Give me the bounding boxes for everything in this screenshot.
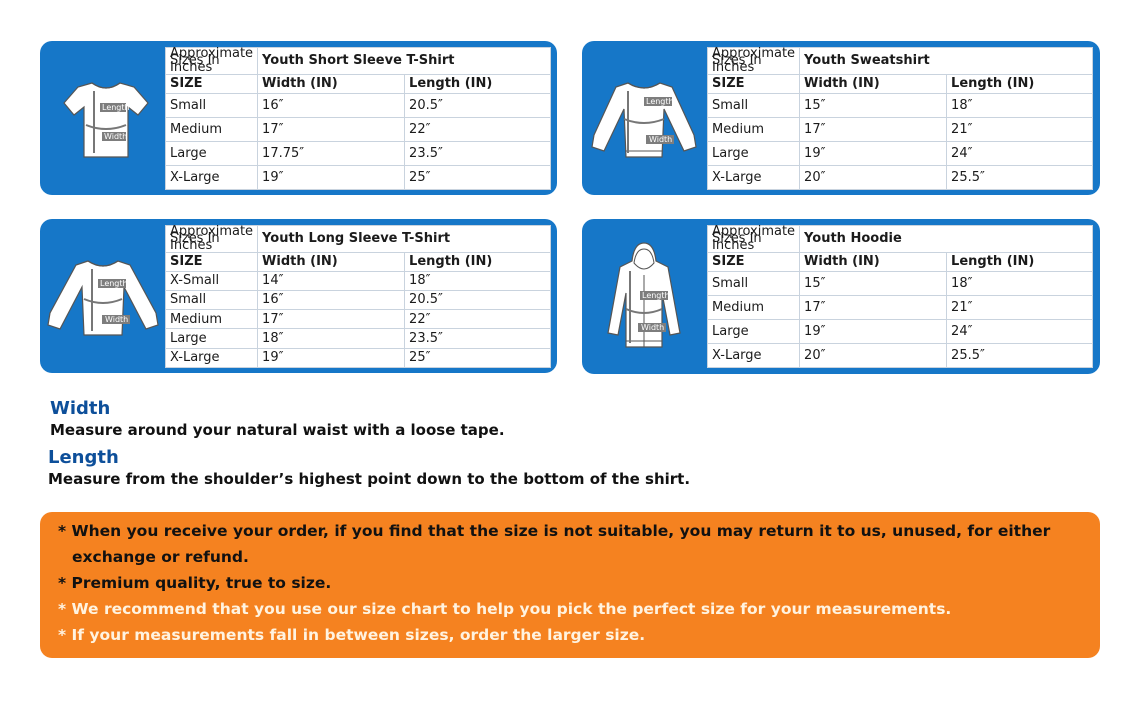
size-table-short-sleeve (165, 47, 551, 190)
table-row (166, 310, 550, 329)
size-table-sweatshirt (707, 47, 1093, 190)
width-tag: Width (105, 315, 129, 324)
table-title: Youth Sweatshirt (800, 48, 1092, 74)
table-row (708, 166, 1092, 189)
size-chart-card-hoodie (582, 219, 1100, 374)
length-cell: 23.5″ (405, 329, 550, 348)
short-sleeve-tshirt-icon (58, 77, 154, 167)
length-tag: Length (642, 291, 670, 300)
width-tag: Width (104, 132, 128, 141)
table-row (166, 290, 550, 309)
size-cell: Small (166, 93, 258, 117)
length-tag: Length (100, 279, 128, 288)
size-chart-card-long-sleeve (40, 219, 557, 373)
size-cell: Large (166, 141, 258, 165)
table-title: Youth Hoodie (800, 226, 1092, 252)
length-cell: 25.5″ (951, 348, 985, 364)
approx-sizes-label: Approximate Sizes In Inches (166, 48, 258, 74)
header-length: Length (IN) (947, 252, 1092, 271)
size-cell: X-Small (166, 271, 258, 290)
size-cell: Small (708, 271, 800, 295)
length-cell: 21″ (947, 295, 1092, 319)
table-row (708, 319, 1092, 343)
width-cell: 20″ (800, 344, 947, 367)
length-tag: Length (102, 103, 130, 112)
size-cell: X-Large (166, 348, 258, 367)
header-size: SIZE (708, 252, 800, 271)
size-cell: Large (708, 319, 800, 343)
size-cell: Medium (166, 310, 258, 329)
table-row (166, 329, 550, 348)
length-definition-title: Length (48, 447, 119, 468)
length-cell: 18″ (947, 93, 1092, 117)
table-row (708, 141, 1092, 165)
header-width: Width (IN) (258, 252, 405, 271)
table-row (166, 141, 550, 165)
approx-sizes-label: Approximate Sizes In Inches (166, 226, 258, 252)
width-cell: 19″ (800, 141, 947, 165)
hoodie-icon (604, 241, 684, 353)
sweatshirt-icon (588, 75, 700, 169)
width-cell: 18″ (258, 329, 405, 348)
length-cell: 24″ (947, 141, 1092, 165)
table-title: Youth Short Sleeve T-Shirt (258, 48, 550, 74)
size-chart-card-short-sleeve (40, 41, 557, 195)
header-width: Width (IN) (258, 74, 405, 93)
width-cell: 20″ (800, 166, 947, 189)
table-row (166, 166, 550, 189)
long-sleeve-tshirt-icon (46, 255, 160, 341)
length-cell: 24″ (947, 319, 1092, 343)
size-cell: Large (166, 329, 258, 348)
table-row (708, 117, 1092, 141)
length-definition-text: Measure from the shoulder’s highest point down to the bottom of the shirt. (48, 470, 691, 488)
length-tag: Length (646, 97, 674, 106)
length-cell: 21″ (947, 117, 1092, 141)
approx-sizes-label: Approximate Sizes In Inches (708, 48, 800, 74)
width-cell: 17″ (800, 295, 947, 319)
width-cell: 16″ (258, 290, 405, 309)
length-cell: 25″ (409, 170, 431, 186)
size-cell: X-Large (708, 166, 800, 189)
table-row (166, 348, 550, 367)
table-row (166, 93, 550, 117)
width-cell: 14″ (258, 271, 405, 290)
width-cell: 16″ (258, 93, 405, 117)
length-cell: 22″ (405, 117, 550, 141)
note-recommendation: * We recommend that you use our size chart to help you pick the perfect size for your measurements. (58, 600, 952, 618)
width-cell: 19″ (800, 319, 947, 343)
table-row (708, 295, 1092, 319)
size-cell: X-Large (166, 166, 258, 189)
header-length: Length (IN) (405, 252, 550, 271)
size-cell: X-Large (708, 344, 800, 367)
width-cell: 19″ (258, 166, 405, 189)
size-cell: Small (708, 93, 800, 117)
table-row (166, 271, 550, 290)
width-cell: 17.75″ (258, 141, 405, 165)
size-chart-card-sweatshirt (582, 41, 1100, 195)
header-size: SIZE (166, 74, 258, 93)
length-cell: 18″ (405, 271, 550, 290)
table-row (708, 271, 1092, 295)
notes-box (40, 512, 1100, 658)
length-cell: 20.5″ (405, 93, 550, 117)
size-cell: Medium (708, 295, 800, 319)
size-table-long-sleeve (165, 225, 551, 368)
width-cell: 17″ (258, 117, 405, 141)
size-table-hoodie (707, 225, 1093, 368)
header-width: Width (IN) (800, 74, 947, 93)
header-size: SIZE (166, 252, 258, 271)
length-cell: 22″ (405, 310, 550, 329)
table-row (708, 93, 1092, 117)
width-cell: 17″ (800, 117, 947, 141)
width-tag: Width (649, 135, 673, 144)
length-cell: 23.5″ (405, 141, 550, 165)
width-cell: 15″ (800, 271, 947, 295)
length-cell: 25.5″ (951, 170, 985, 186)
approx-sizes-label: Approximate Sizes In Inches (708, 226, 800, 252)
note-quality: * Premium quality, true to size. (58, 574, 332, 592)
header-size: SIZE (708, 74, 800, 93)
width-cell: 15″ (800, 93, 947, 117)
size-cell: Small (166, 290, 258, 309)
size-cell: Medium (166, 117, 258, 141)
size-cell: Large (708, 141, 800, 165)
header-width: Width (IN) (800, 252, 947, 271)
header-length: Length (IN) (947, 74, 1092, 93)
width-cell: 19″ (258, 348, 405, 367)
width-definition-text: Measure around your natural waist with a loose tape. (50, 421, 505, 439)
width-tag: Width (641, 323, 665, 332)
length-cell: 20.5″ (405, 290, 550, 309)
table-title: Youth Long Sleeve T-Shirt (258, 226, 550, 252)
size-cell: Medium (708, 117, 800, 141)
header-length: Length (IN) (405, 74, 550, 93)
length-cell: 25″ (409, 350, 431, 366)
note-return-policy: * When you receive your order, if you find that the size is not suitable, you may return it to us, unused, for either exchange or refund. (58, 522, 1051, 566)
table-row (708, 344, 1092, 367)
width-definition-title: Width (50, 398, 111, 419)
note-in-between-sizes: * If your measurements fall in between sizes, order the larger size. (58, 626, 646, 644)
length-cell: 18″ (947, 271, 1092, 295)
width-cell: 17″ (258, 310, 405, 329)
table-row (166, 117, 550, 141)
